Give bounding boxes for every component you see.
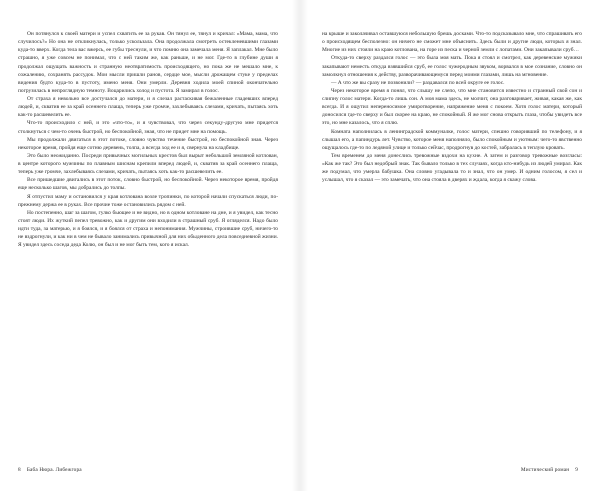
- paragraph: Тем временем до меня донеслись тревожные вздохи на кухне. А затем и разговор тревожные возгласы: «Как же так? Это был недобрый знак. Так бывало только в тех случаях, когда кто-нибудь из людей умирал. Как же подумал, что умерла бабушка. Она словно угадывала то и знал, что он умер. И одним голосом, я сел и услышал, что я сказал — это замечать, что она стояла в дверях и ждала, когда я скажу слова.: [322, 152, 582, 184]
- right-page-text: [322, 30, 582, 184]
- page-number: 9: [575, 467, 578, 473]
- running-head: Мистический роман: [520, 467, 570, 473]
- paragraph: Но постепенно, шаг за шагом, гулко бьющее и не видно, но в одном котловане на дне, и я увидел, как тесно стоят люди. Их жуткий пепел тревожно, как и другим они входили в страшный сруб. Я огляделся. Надо было идти туда, за матерью, и я боялся, и я боялся от страха и непонимания. Мужчины, строившие сруб, ничего-то не вздрогнули, и как ни в чем не бывало занимались привычной для них обыденного дела повседневной жизни. Я увидел здесь соседа деда Колю, он был и не мог быть тем, кого я искал.: [18, 209, 278, 249]
- paragraph: Все пришедшие двигались в этот поток, словно быстрой, но беспокойной. Через некоторое время, пройдя еще несколько шагов, мы добрались до толпы.: [18, 177, 278, 192]
- right-page-footer: [521, 467, 578, 473]
- paragraph: Откуда-то сверху раздался голос — это была моя мать. Пока я стоял и смотрел, как деревенские мужики закапывают неместь откуда взявшийся сруб, ее голос чужеродным звуком, ворвался в мое сознание, словно он замолкнул отношения к действу, разворачивающемуся перед моими глазами, лишь на мгновение.: [322, 55, 582, 78]
- paragraph: на крыше и заколачивал оставшуюся небольшую брешь досками. Что-то подсказывало мне, что спрашивать его о происходящем бесполезно: он ничего не сможет мне объяснить. Здесь были и другие люди, которых я знал. Многие из них стояли на краю котлована, на горе из песка и черной земли с лопатами. Они закапывали сруб…: [322, 31, 582, 54]
- paragraph: Что-то происходило с ней, и это «что-то», и я чувствовал, что через секунду-другую мне придется столкнуться с чем-то очень быстрой, но беспокойной, зная, что не придет мне на помощь.: [18, 120, 278, 135]
- page-number: 8: [18, 467, 21, 473]
- paragraph: — А что же вы сразу не позвонили? — раздавался по всей округе ее голос.: [331, 79, 505, 86]
- running-head: Баба Нюра. Либежгора: [26, 467, 82, 473]
- paragraph: Через некоторое время я понял, что слышу не слепо, что мне становится известно и странный свой сон и слипну голос матери. Когда-то лишь сон. А моя мама здесь, не молчит, она разговаривает, живая, какая же, как всегда. И я ощутил непереносимое умиротворение, напряжение меня с покоем. Хотя голос матери, который доносился где-то сверху и был скорее на краю, не спокойный. Я же мог снова открыть глаза, чтобы увидеть все это, но мне казалось, что я сплю.: [322, 87, 582, 127]
- paragraph: Это было неожиданно. Посреди привычных могильных крестов был вырыт небольшой земляной котлован, в центре которого мужчины по плавным шиснам крепили вперед людей, и, скватив за край осеннего плаща, теперь уже громче, захлебываясь слезами, кричать, пытаясь хоть как-то расшевелить ее.: [18, 152, 278, 176]
- paragraph: Он потянулся к своей матери и успел схватить ее за рукав. Он тянул ее, тянул и кричал: «Мама, мама, что случилось?» Но она не откликнулась, только ускользала. Она продолжала смотреть остекленевшими глазами куда-то вверх. Когда тела вас вжерсь, ее губы треснули, и что помню она замечала меня. Я заплакал. Мне было страшно, я уже совсем не понимал, что с ней таким же, как раньше, и не мог. Где-то в глубине души я продолжал ощущать важность и странную неотвратимость происходящего, но пока же не мешало мне, к сожалению, сохранять рассудок. Мои мысли пришли ранов, сердце мое, мысли дрожащем стуке у пределах видения будто куда-то в пустоту, имено меня. Они умерли. Деревня ходила моей спиной окончательно погрузилась в непроглядную темноту. Воцарились холод и пустота. Я замирал в голос.: [18, 31, 278, 94]
- paragraph: Комната наполнилась в ленинградской коммуналке, голос матери, спешно говоривший по телефону, и я слышал его, а папиндурь лет. Чувство, которое меня наполняло, было спокойным и уютным: чего-то явственно ощущалось где-то по ледяной улице и только сейчас, продрогнув до костей, забралась в теплую кровать.: [322, 128, 582, 151]
- paragraph: Мы продолжали двигаться в этот потоке, словно чувство течение быстрой, но беспокойной зная. Через некоторое время, пройдя еще сотню деревень, толпа, а всегда ход ее и я, свернула на кладбище.: [18, 136, 278, 151]
- left-page-footer: [18, 467, 82, 473]
- left-page-text: [18, 30, 278, 249]
- paragraph: Я отпустил маму и остановился у края котлована возле тропинки, по которой начали спускаться люди, по-прежнему держа ее в руках. Все прочие тоже остановились рядом с ней.: [18, 193, 278, 208]
- paragraph: От страха я невольно все достучался до матери, и я слезал растаскивая бежаленные гладевших вперед людей, и, скватив ее за край осеннего плаща, теперь уже громче, захлебываясь слезами, кричать, пытаясь хоть как-то расшевелить ее.: [18, 96, 278, 119]
- right-page: [300, 0, 600, 491]
